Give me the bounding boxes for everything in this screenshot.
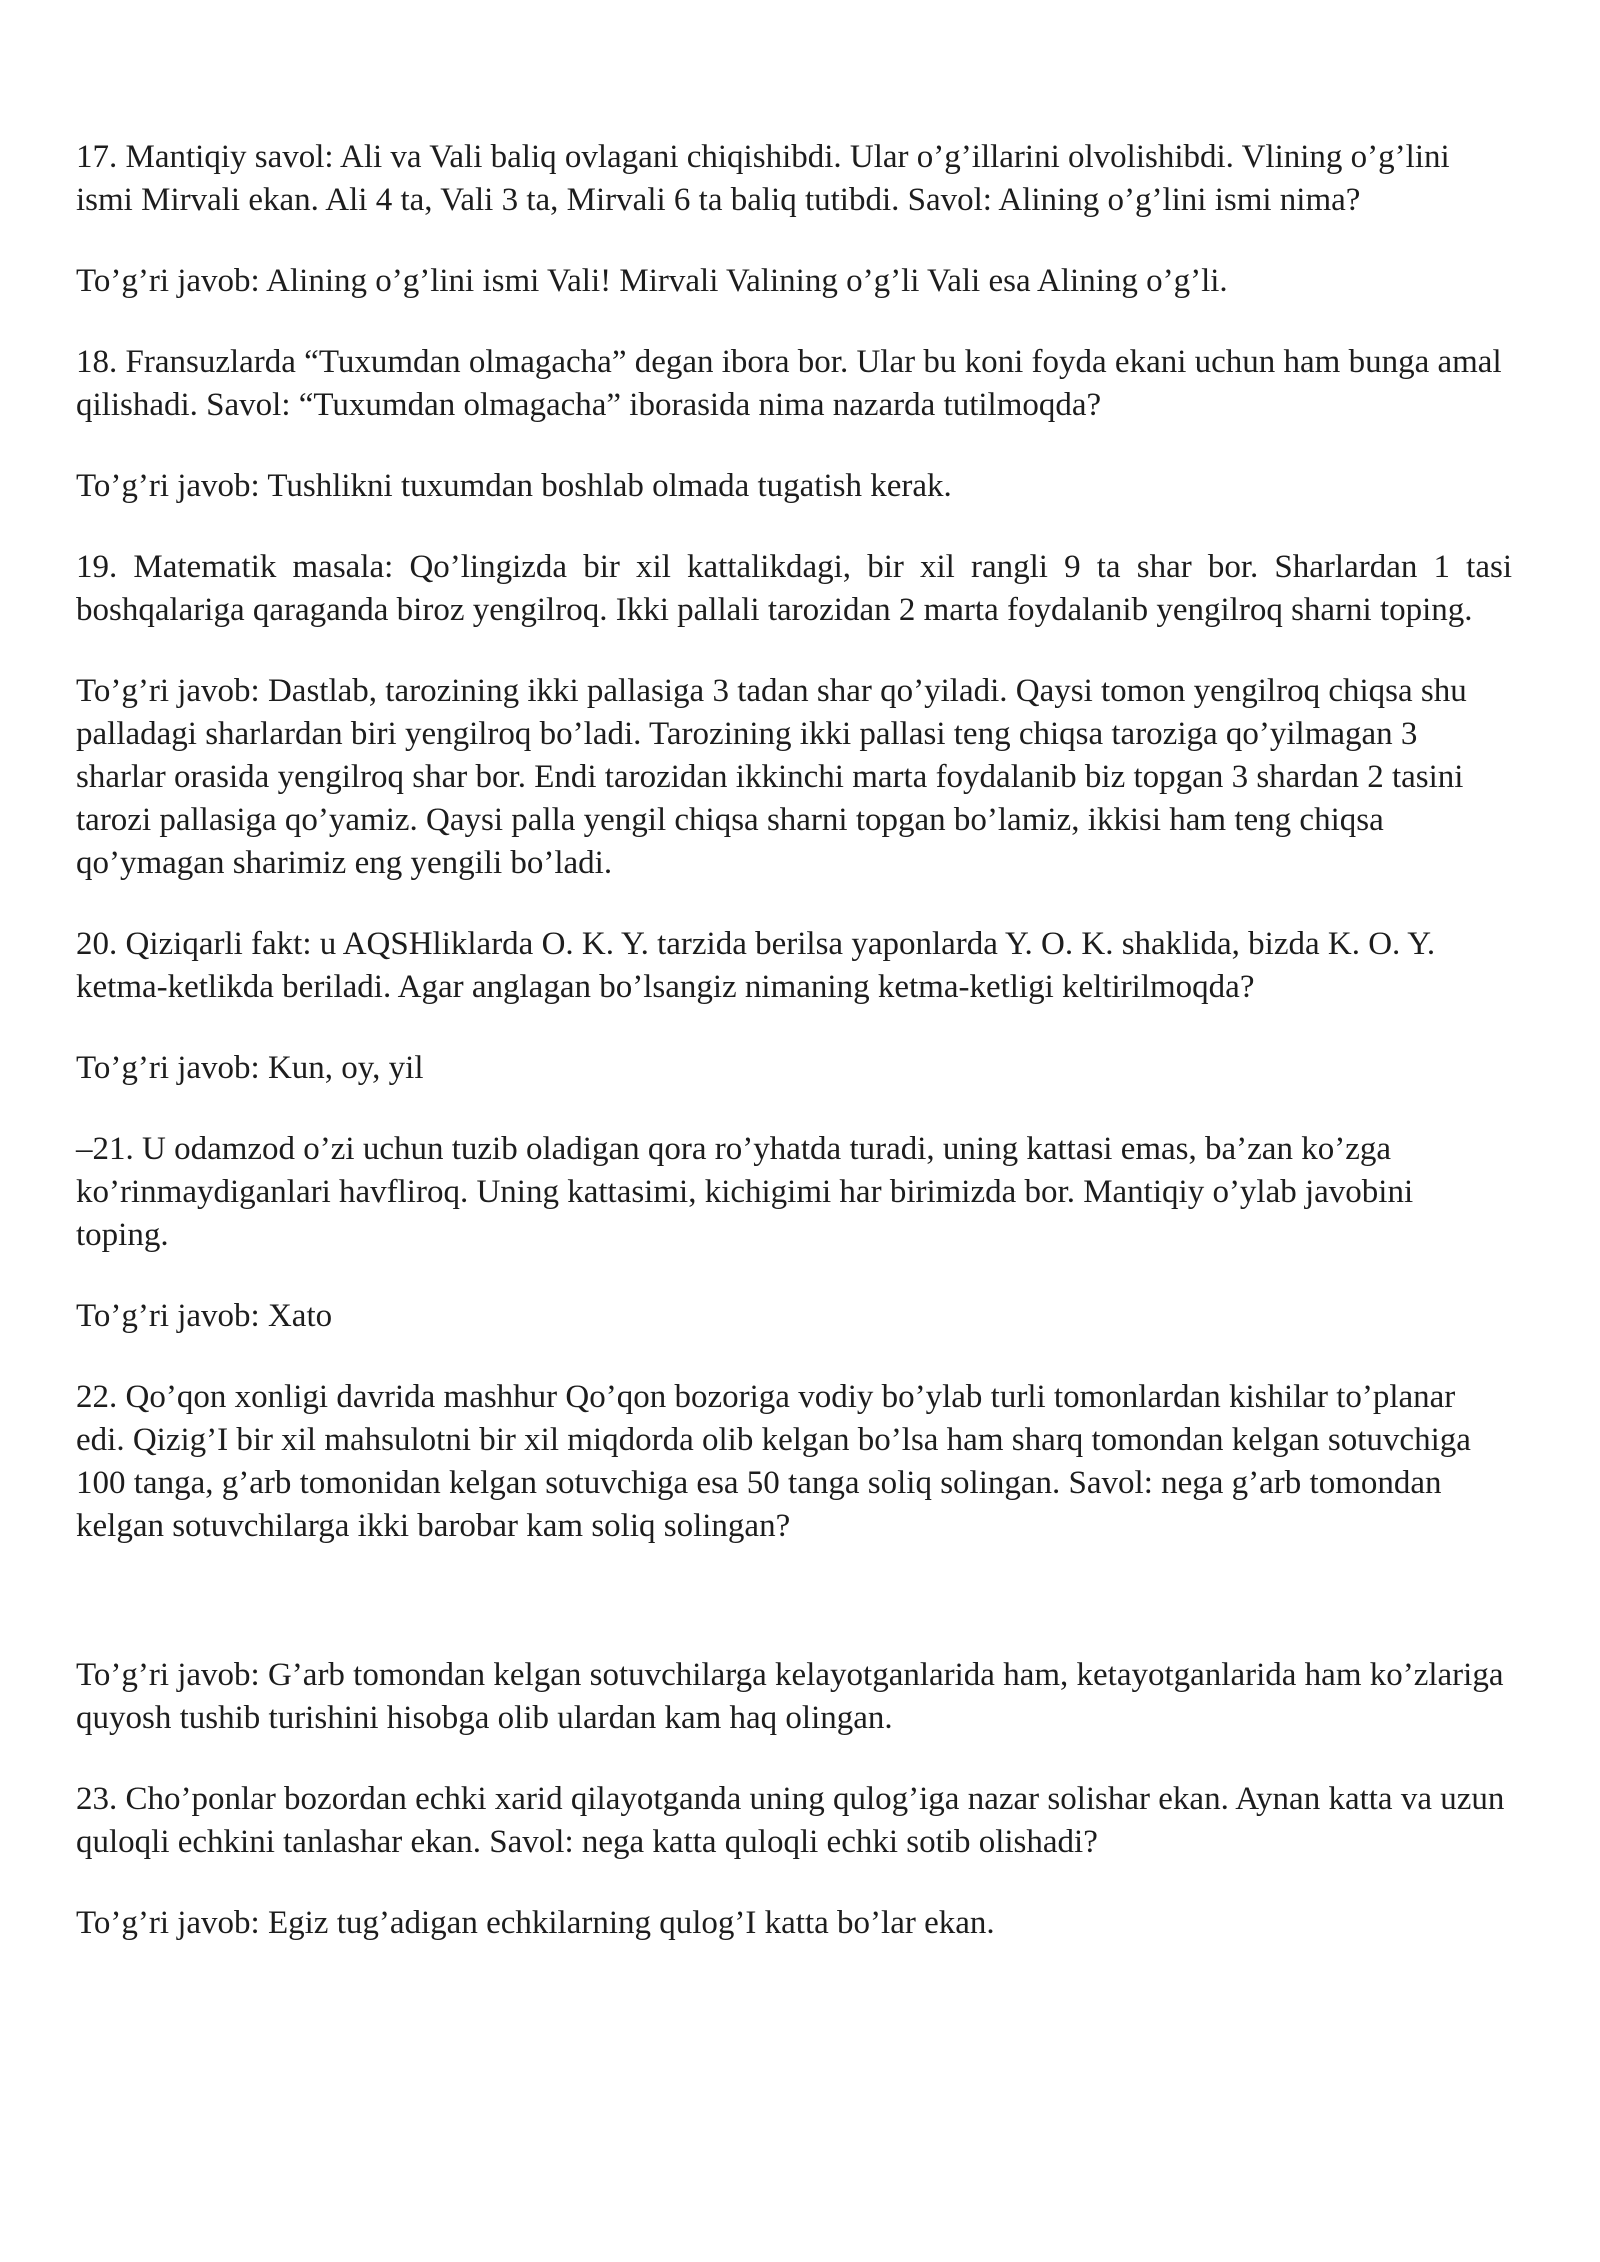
question-18: 18. Fransuzlarda “Tuxumdan olmagacha” degan ibora bor. Ular bu koni foyda ekani uchun ham bunga amal qilishadi. Savol: “Tuxumdan olmagacha” iborasida nima nazarda tutilmoqda? (76, 344, 1502, 423)
question-22: 22. Qo’qon xonligi davrida mashhur Qo’qon bozoriga vodiy bo’ylab turli tomonlardan kishilar to’planar edi. Qizig’I bir xil mahsulotni bir xil miqdorda olib kelgan bo’lsa ham sharq tomondan kelgan sotuvchiga 100 tanga, g’arb tomonidan kelgan sotuvchiga esa 50 tanga soliq solingan. Savol: nega g’arb tomondan kelgan sotuvchilarga ikki barobar kam soliq solingan? (76, 1379, 1471, 1544)
answer-21: To’g’ri javob: Xato (76, 1298, 333, 1334)
question-17: 17. Mantiqiy savol: Ali va Vali baliq ovlagani chiqishibdi. Ular o’g’illarini olvolishibdi. Vlining o’g’lini ismi Mirvali ekan. Ali 4 ta, Vali 3 ta, Mirvali 6 ta baliq tutibdi. Savol: Alining o’g’lini ismi nima? (76, 139, 1450, 218)
answer-19: To’g’ri javob: Dastlab, tarozining ikki pallasiga 3 tadan shar qo’yiladi. Qaysi tomon yengilroq chiqsa shu palladagi sharlardan biri yengilroq bo’ladi. Tarozining ikki pallasi teng chiqsa taroziga qo’yilmagan 3 sharlar orasida yengilroq shar bor. Endi tarozidan ikkinchi marta foydalanib biz topgan 3 shardan 2 tasini tarozi pallasiga qo’yamiz. Qaysi palla yengil chiqsa sharni topgan bo’lamiz, ikkisi ham teng chiqsa qo’ymagan sharimiz eng yengili bo’ladi. (76, 673, 1467, 881)
question-23: 23. Cho’ponlar bozordan echki xarid qilayotganda uning qulog’iga nazar solishar ekan. Aynan katta va uzun quloqli echkini tanlashar ekan. Savol: nega katta quloqli echki sotib olishadi? (76, 1781, 1505, 1860)
document-page (76, 136, 1512, 1983)
answer-17: To’g’ri javob: Alining o’g’lini ismi Vali! Mirvali Valining o’g’li Vali esa Alining o’g’li. (76, 263, 1228, 299)
answer-18: To’g’ri javob: Tushlikni tuxumdan boshlab olmada tugatish kerak. (76, 468, 952, 504)
question-19: 19. Matematik masala: Qo’lingizda bir xil kattalikdagi, bir xil rangli 9 ta shar bor. Sharlardan 1 tasi boshqalariga qaraganda biroz yengilroq. Ikki pallali tarozidan 2 marta foydalanib yengilroq sharni toping. (76, 549, 1512, 628)
answer-20: To’g’ri javob: Kun, oy, yil (76, 1050, 424, 1086)
question-21: –21. U odamzod o’zi uchun tuzib oladigan qora ro’yhatda turadi, uning kattasi emas, ba’zan ko’zga ko’rinmaydiganlari havfliroq. Uning kattasimi, kichigimi har birimizda bor. Mantiqiy o’ylab javobini toping. (76, 1131, 1414, 1253)
answer-22: To’g’ri javob: G’arb tomondan kelgan sotuvchilarga kelayotganlarida ham, ketayotganlarida ham ko’zlariga quyosh tushib turishini hisobga olib ulardan kam haq olingan. (76, 1657, 1504, 1736)
answer-23: To’g’ri javob: Egiz tug’adigan echkilarning qulog’I katta bo’lar ekan. (76, 1905, 995, 1941)
question-20: 20. Qiziqarli fakt: u AQSHliklarda O. K. Y. tarzida berilsa yaponlarda Y. O. K. shaklida, bizda K. O. Y. ketma-ketlikda beriladi. Agar anglagan bo’lsangiz nimaning ketma-ketligi keltirilmoqda? (76, 926, 1436, 1005)
